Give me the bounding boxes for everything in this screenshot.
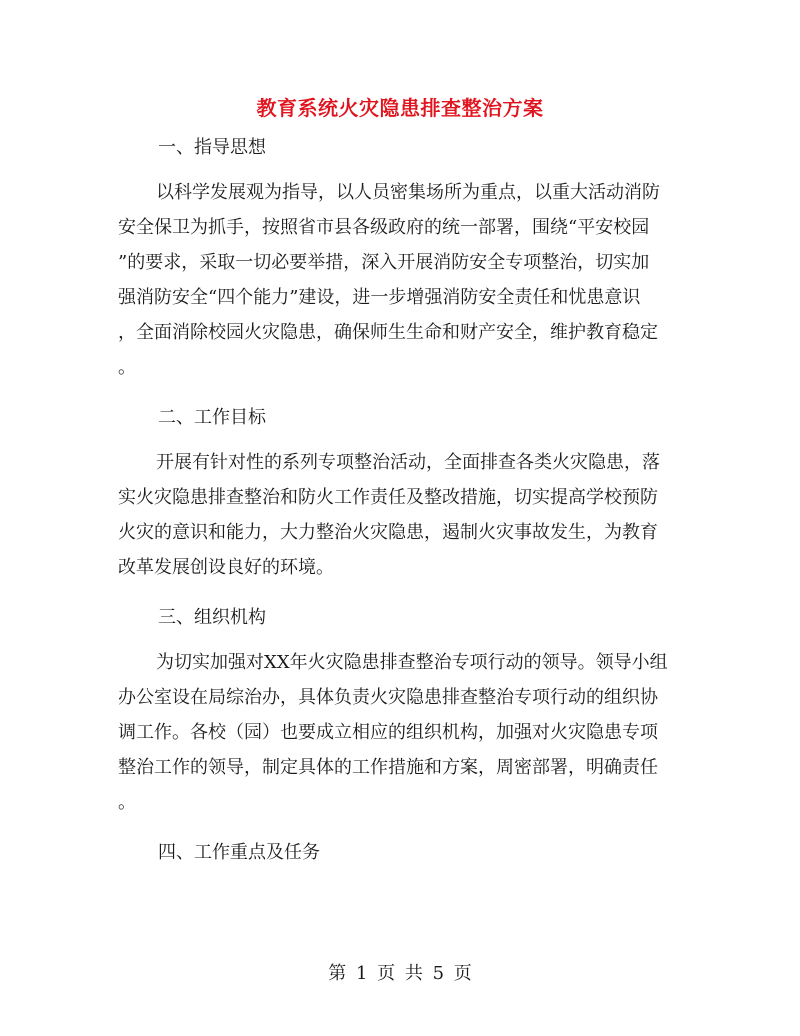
paragraph-line: 火灾的意识和能力，大力整治火灾隐患，遏制火灾事故发生，为教育 <box>118 522 658 543</box>
paragraph-line: ，全面消除校园火灾隐患，确保师生生命和财产安全，维护教育稳定 <box>118 322 658 343</box>
paragraph-line: 。 <box>118 357 136 378</box>
section-heading-4: 四、工作重点及任务 <box>158 842 320 863</box>
paragraph-line: 以科学发展观为指导，以人员密集场所为重点，以重大活动消防 <box>156 182 660 203</box>
document-body <box>118 134 684 867</box>
paragraph-line: 调工作。各校（园）也要成立相应的组织机构，加强对火灾隐患专项 <box>118 722 658 743</box>
paragraph-line: 强消防安全“四个能力”建设，进一步增强消防安全责任和忧患意识 <box>118 287 641 308</box>
section-paragraph-2 <box>118 445 684 585</box>
paragraph-line: ”的要求，采取一切必要举措，深入开展消防安全专项整治，切实加 <box>118 252 650 273</box>
paragraph-line: 为切实加强对XX年火灾隐患排查整治专项行动的领导。领导小组 <box>156 652 668 673</box>
section-heading-2: 二、工作目标 <box>158 407 266 428</box>
document-title: 教育系统火灾隐患排查整治方案 <box>256 96 544 120</box>
paragraph-line: 安全保卫为抓手，按照省市县各级政府的统一部署，围绕“平安校园 <box>118 217 650 238</box>
section-heading-3: 三、组织机构 <box>158 607 266 628</box>
paragraph-line: 改革发展创设良好的环境。 <box>118 557 334 578</box>
section-heading-1: 一、指导思想 <box>158 137 266 158</box>
paragraph-line: 实火灾隐患排查整治和防火工作责任及整改措施，切实提高学校预防 <box>118 487 658 508</box>
paragraph-line: 办公室设在局综治办，具体负责火灾隐患排查整治专项行动的组织协 <box>118 687 658 708</box>
page-number-footer: 第 1 页 共 5 页 <box>328 963 472 984</box>
paragraph-line: 开展有针对性的系列专项整治活动，全面排查各类火灾隐患，落 <box>156 452 660 473</box>
section-paragraph-3 <box>118 645 684 820</box>
paragraph-line: 整治工作的领导，制定具体的工作措施和方案，周密部署，明确责任 <box>118 757 658 778</box>
paragraph-line: 。 <box>118 792 136 813</box>
section-paragraph-1 <box>118 175 684 385</box>
